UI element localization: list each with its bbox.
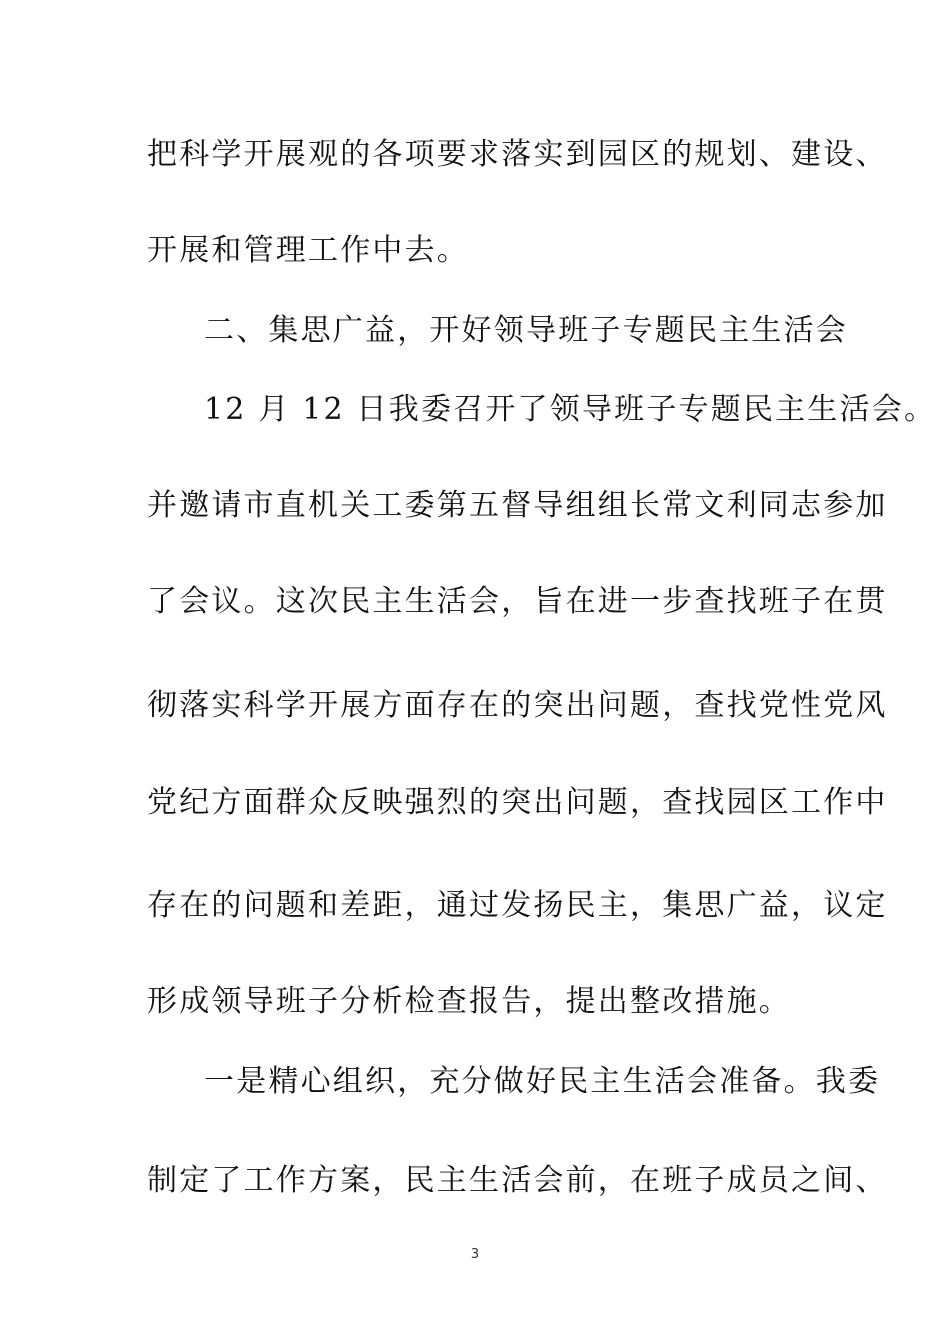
text-line-9: 存在的问题和差距，通过发扬民主，集思广益，议定 (147, 888, 888, 923)
text-line-11: 一是精心组织，充分做好民主生活会准备。我委 (204, 1064, 881, 1099)
text-line-4: 12 月 12 日我委召开了领导班子专题民主生活会。 (204, 392, 937, 427)
page-number: 3 (470, 1247, 480, 1262)
text-line-6: 了会议。这次民主生活会，旨在进一步查找班子在贯 (147, 584, 888, 619)
text-line-12: 制定了工作方案，民主生活会前，在班子成员之间、 (147, 1163, 888, 1198)
section-heading: 二、集思广益，开好领导班子专题民主生活会 (204, 313, 848, 348)
text-line-1: 把科学开展观的各项要求落实到园区的规划、建设、 (147, 137, 888, 172)
text-line-2: 开展和管理工作中去。 (147, 233, 469, 268)
text-line-10: 形成领导班子分析检查报告，提出整改措施。 (147, 984, 791, 1019)
text-line-7: 彻落实科学开展方面存在的突出问题，查找党性党风 (147, 688, 888, 723)
text-line-5: 并邀请市直机关工委第五督导组组长常文利同志参加 (147, 488, 888, 523)
text-line-8: 党纪方面群众反映强烈的突出问题，查找园区工作中 (147, 785, 888, 820)
